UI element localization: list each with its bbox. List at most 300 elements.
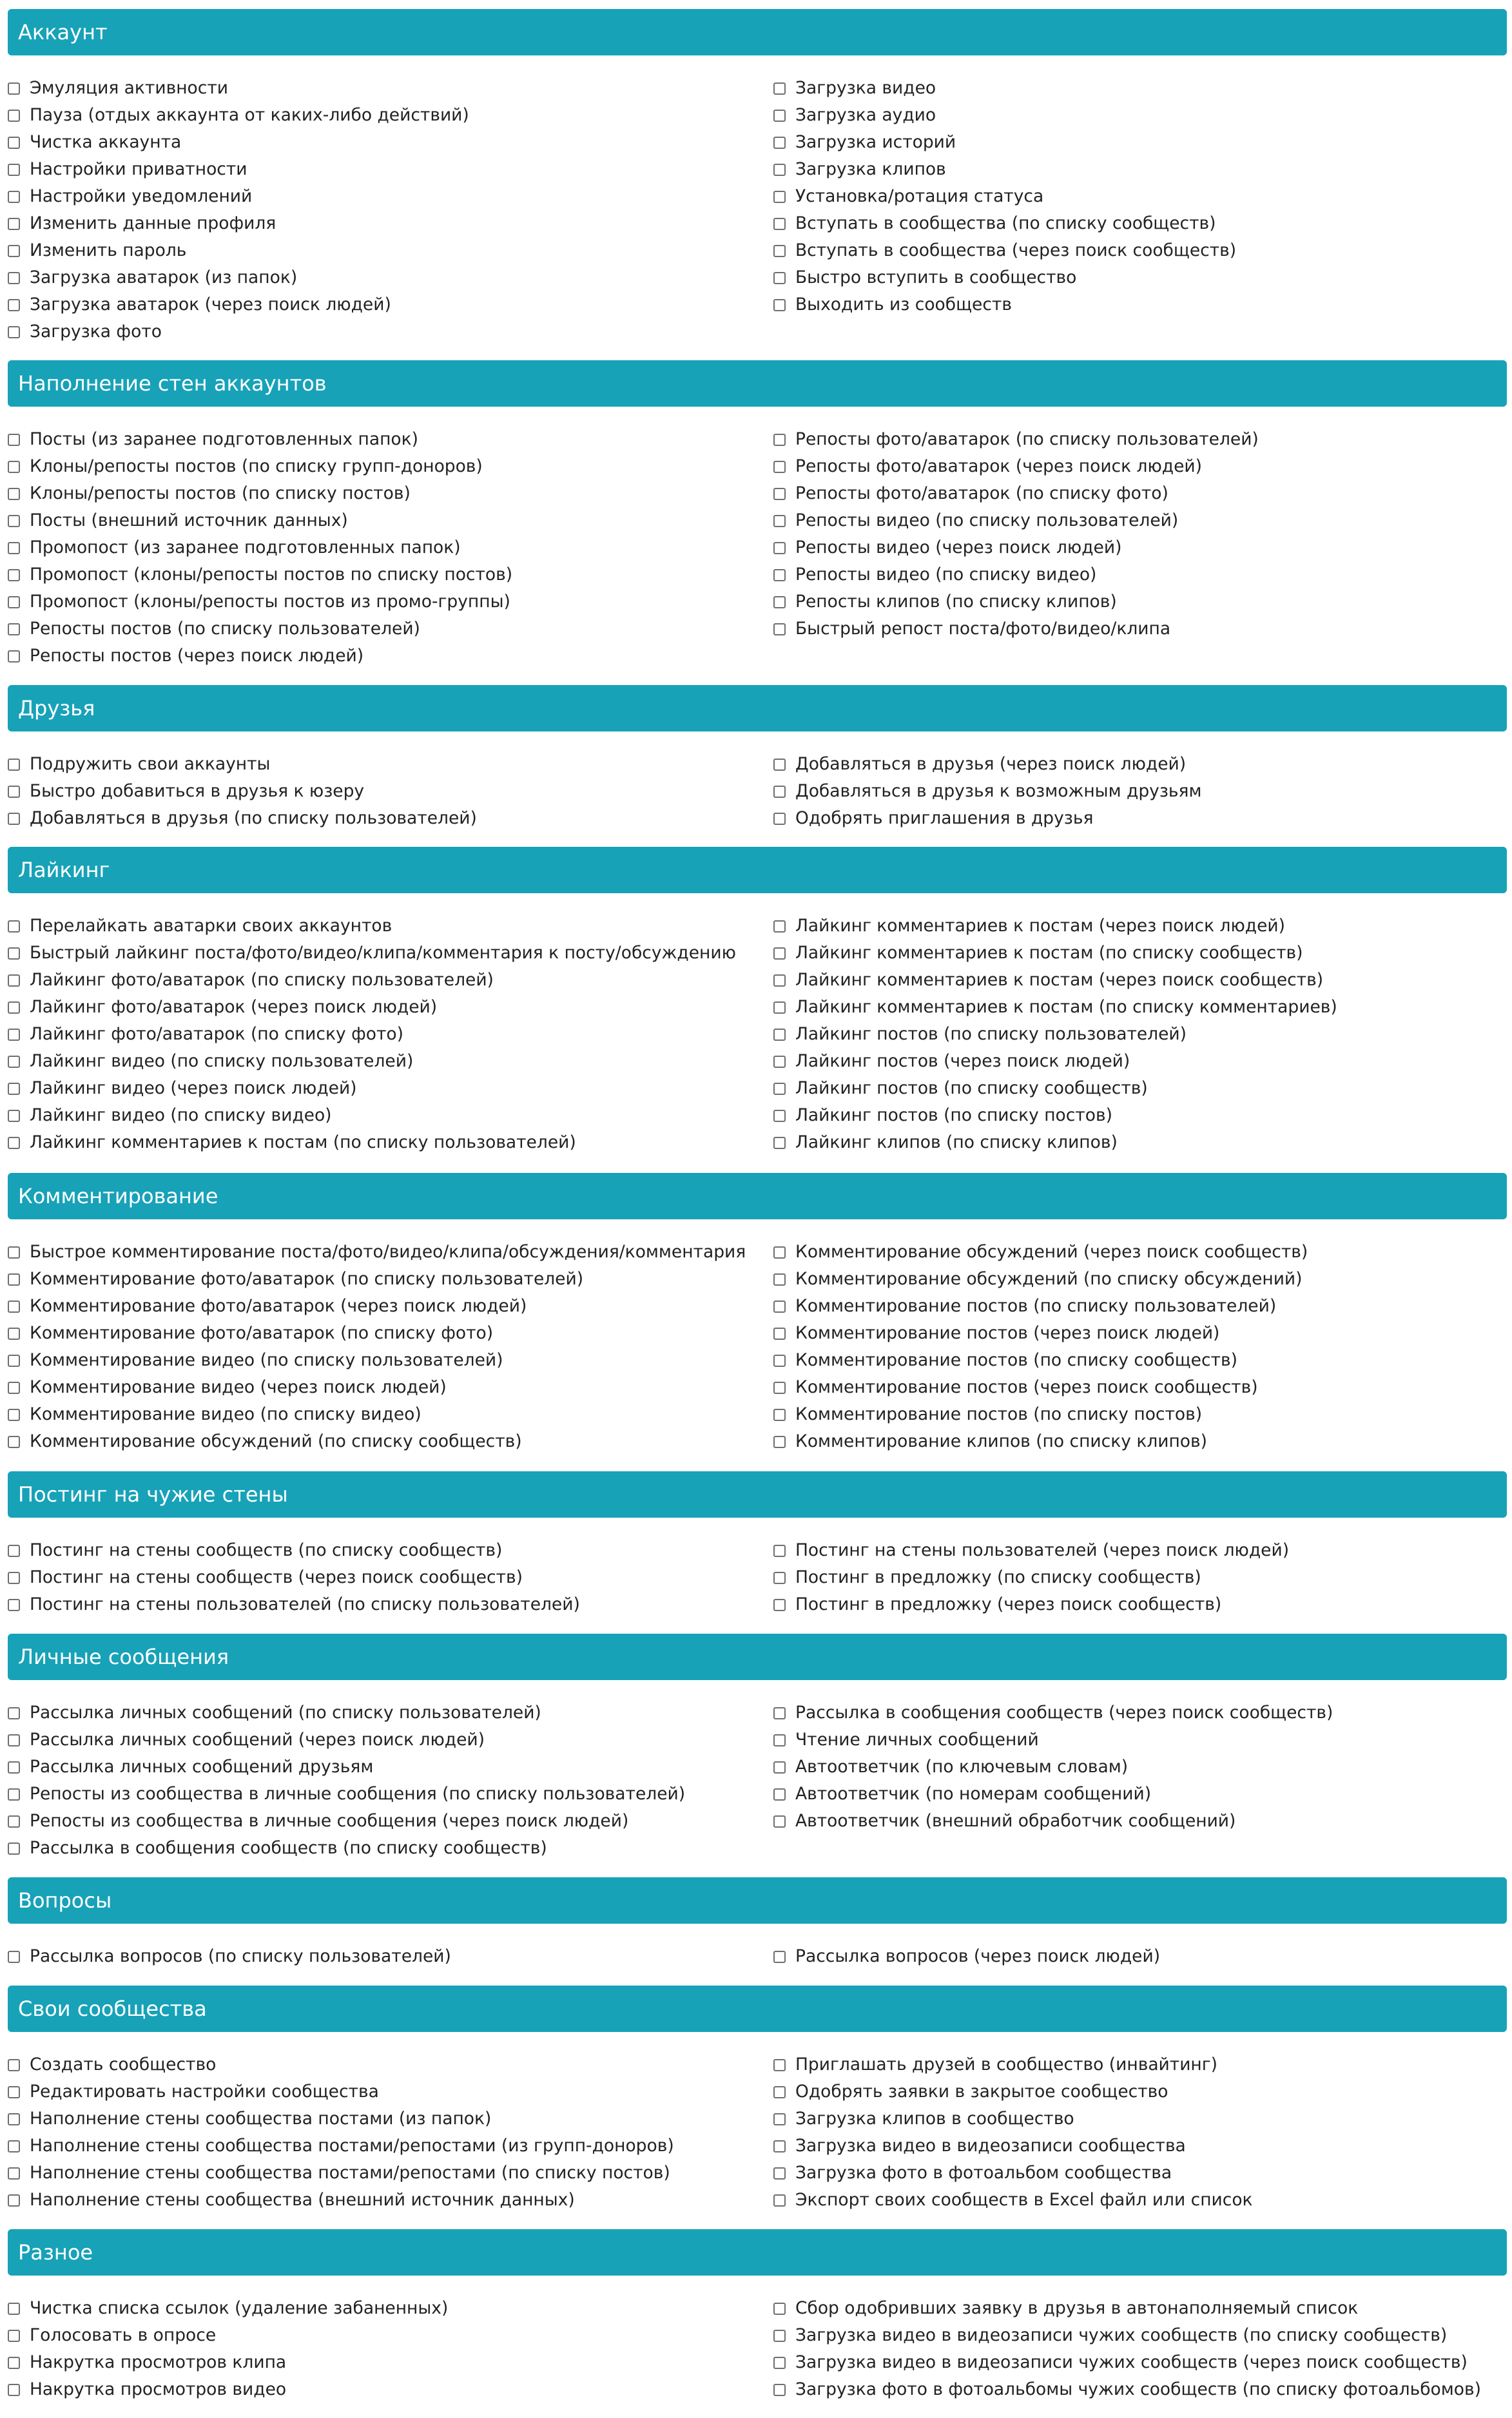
option-label: Чистка аккаунта [30,132,182,152]
option-item[interactable] [8,210,768,237]
option-item[interactable] [8,643,768,670]
option-checkbox[interactable] [8,2384,20,2396]
option-item[interactable] [8,1075,768,1102]
option-item[interactable] [8,1021,768,1048]
option-checkbox[interactable] [8,1734,20,1746]
option-checkbox[interactable] [8,272,20,284]
option-item[interactable] [8,1808,768,1835]
option-label: Репосты клипов (по списку клипов) [795,592,1117,612]
option-item[interactable] [8,2078,768,2105]
option-label: Комментирование фото/аватарок (по списку пользователей) [30,1269,584,1289]
option-item[interactable] [8,2376,768,2403]
option-item[interactable] [8,913,768,940]
option-checkbox[interactable] [8,245,20,257]
option-label: Загрузка клипов в сообщество [795,2109,1074,2129]
option-checkbox[interactable] [8,1355,20,1367]
option-item[interactable] [8,1129,768,1156]
option-label: Выходить из сообществ [795,295,1012,314]
option-label: Приглашать друзей в сообщество (инвайтинг) [795,2055,1218,2075]
option-checkbox[interactable] [8,1951,20,1963]
option-item[interactable] [773,588,1507,615]
option-checkbox[interactable] [8,137,20,149]
option-label: Комментирование видео (по списку пользователей) [30,1350,503,1370]
option-checkbox[interactable] [8,542,20,554]
option-item[interactable] [773,291,1507,318]
option-label: Посты (внешний источник данных) [30,510,348,530]
option-checkbox[interactable] [773,596,786,608]
option-item[interactable] [8,1320,768,1347]
option-item[interactable] [8,2133,768,2160]
option-label: Комментирование видео (через поиск людей) [30,1377,447,1397]
option-item[interactable] [8,1374,768,1401]
option-checkbox[interactable] [773,299,786,311]
option-checkbox[interactable] [773,947,786,960]
option-checkbox[interactable] [773,1273,786,1286]
option-item[interactable] [773,2133,1507,2160]
option-checkbox[interactable] [8,164,20,176]
option-item[interactable] [8,318,768,345]
option-item[interactable] [773,264,1507,291]
option-checkbox[interactable] [8,759,20,771]
option-checkbox[interactable] [773,110,786,122]
option-label: Загрузка аватарок (через поиск людей) [30,295,391,314]
option-checkbox[interactable] [8,2330,20,2342]
option-checkbox[interactable] [8,2086,20,2098]
option-checkbox[interactable] [8,82,20,95]
option-label: Лайкинг фото/аватарок (по списку фото) [30,1024,403,1044]
option-checkbox[interactable] [8,488,20,500]
option-checkbox[interactable] [773,488,786,500]
option-item[interactable] [8,994,768,1021]
option-item[interactable] [8,2105,768,2133]
option-item[interactable] [773,1781,1507,1808]
option-checkbox[interactable] [773,245,786,257]
section-header: Комментирование [8,1173,1507,1219]
option-item[interactable] [8,2051,768,2078]
option-checkbox[interactable] [773,1788,786,1801]
option-item[interactable] [8,1401,768,1428]
option-item[interactable] [773,2322,1507,2349]
option-item[interactable] [773,1347,1507,1374]
option-checkbox[interactable] [8,2167,20,2180]
option-item[interactable] [8,2349,768,2376]
option-item[interactable] [8,1293,768,1320]
option-item[interactable] [8,1835,768,1862]
option-label: Посты (из заранее подготовленных папок) [30,429,418,449]
option-item[interactable] [773,615,1507,643]
option-label: Промопост (из заранее подготовленных папок) [30,537,461,557]
option-checkbox[interactable] [773,2140,786,2152]
option-checkbox[interactable] [773,164,786,176]
option-item[interactable] [8,1266,768,1293]
option-checkbox[interactable] [8,2357,20,2369]
option-item[interactable] [773,1591,1507,1618]
option-item[interactable] [773,2051,1507,2078]
option-checkbox[interactable] [8,434,20,446]
option-checkbox[interactable] [773,1815,786,1828]
option-item[interactable] [773,1075,1507,1102]
option-checkbox[interactable] [8,1056,20,1068]
option-item[interactable] [8,1943,768,1970]
left-options-column [8,1537,768,1618]
section-header: Аккаунт [8,9,1507,55]
option-checkbox[interactable] [8,1545,20,1557]
option-checkbox[interactable] [773,1382,786,1394]
option-checkbox[interactable] [8,623,20,635]
option-item[interactable] [8,129,768,156]
section-10 [8,2229,1507,2399]
option-label: Добавляться в друзья (через поиск людей) [795,754,1187,774]
option-checkbox[interactable] [773,218,786,230]
option-checkbox[interactable] [8,1382,20,1394]
option-checkbox[interactable] [773,137,786,149]
option-item[interactable] [773,129,1507,156]
option-checkbox[interactable] [8,1788,20,1801]
option-checkbox[interactable] [773,813,786,825]
option-checkbox[interactable] [773,920,786,933]
option-item[interactable] [8,426,768,453]
option-checkbox[interactable] [8,1707,20,1719]
option-checkbox[interactable] [8,974,20,987]
option-item[interactable] [8,1699,768,1726]
option-label: Сбор одобривших заявку в друзья в автонаполняемый список [795,2298,1359,2318]
option-checkbox[interactable] [8,1246,20,1259]
option-item[interactable] [773,75,1507,102]
option-item[interactable] [773,453,1507,480]
right-options-column [773,426,1507,643]
option-checkbox[interactable] [773,2303,786,2315]
option-item[interactable] [773,426,1507,453]
option-item[interactable] [8,156,768,183]
option-checkbox[interactable] [773,1545,786,1557]
option-checkbox[interactable] [8,2059,20,2071]
option-item[interactable] [773,913,1507,940]
option-checkbox[interactable] [773,1572,786,1584]
option-checkbox[interactable] [773,2059,786,2071]
option-checkbox[interactable] [773,1328,786,1340]
option-checkbox[interactable] [773,1734,786,1746]
option-label: Лайкинг комментариев к постам (по списку комментариев) [795,997,1337,1017]
option-checkbox[interactable] [773,191,786,203]
option-item[interactable] [8,967,768,994]
option-checkbox[interactable] [773,434,786,446]
option-label: Чистка списка ссылок (удаление забаненных) [30,2298,449,2318]
option-label: Репосты из сообщества в личные сообщения (через поиск людей) [30,1811,629,1831]
option-label: Рассылка вопросов (по списку пользователей) [30,1946,451,1966]
option-item[interactable] [8,1591,768,1618]
option-item[interactable] [773,1048,1507,1075]
option-checkbox[interactable] [773,461,786,473]
option-checkbox[interactable] [773,2086,786,2098]
option-item[interactable] [773,1808,1507,1835]
option-checkbox[interactable] [8,515,20,527]
option-item[interactable] [8,237,768,264]
option-label: Комментирование видео (по списку видео) [30,1404,422,1424]
left-options-column [8,1699,768,1862]
option-checkbox[interactable] [773,1599,786,1611]
option-item[interactable] [773,940,1507,967]
option-item[interactable] [8,534,768,561]
option-item[interactable] [8,453,768,480]
option-label: Загрузка видео в видеозаписи чужих сообществ (по списку сообществ) [795,2325,1448,2345]
option-checkbox[interactable] [8,596,20,608]
option-item[interactable] [773,102,1507,129]
option-item[interactable] [773,994,1507,1021]
right-options-column [773,75,1507,318]
option-checkbox[interactable] [8,1301,20,1313]
option-item[interactable] [773,2376,1507,2403]
option-label: Настройки приватности [30,159,247,179]
option-checkbox[interactable] [773,1029,786,1041]
option-checkbox[interactable] [8,1572,20,1584]
option-item[interactable] [773,1293,1507,1320]
option-item[interactable] [773,1374,1507,1401]
option-item[interactable] [8,561,768,588]
option-label: Лайкинг постов (по списку пользователей) [795,1024,1187,1044]
option-checkbox[interactable] [773,1001,786,1014]
option-item[interactable] [8,2295,768,2322]
option-checkbox[interactable] [773,272,786,284]
option-item[interactable] [773,534,1507,561]
option-item[interactable] [773,2295,1507,2322]
option-checkbox[interactable] [773,2113,786,2125]
option-item[interactable] [773,1320,1507,1347]
option-checkbox[interactable] [773,1409,786,1421]
option-item[interactable] [773,2078,1507,2105]
option-item[interactable] [773,561,1507,588]
option-label: Комментирование обсуждений (по списку обсуждений) [795,1269,1303,1289]
option-checkbox[interactable] [8,1409,20,1421]
option-checkbox[interactable] [8,1001,20,1014]
option-item[interactable] [8,291,768,318]
option-item[interactable] [773,480,1507,507]
option-checkbox[interactable] [773,1355,786,1367]
option-item[interactable] [773,1699,1507,1726]
option-item[interactable] [773,1021,1507,1048]
option-item[interactable] [8,75,768,102]
option-label: Загрузка фото [30,322,162,342]
option-checkbox[interactable] [773,1761,786,1774]
option-label: Рассылка личных сообщений друзьям [30,1757,374,1777]
option-checkbox[interactable] [773,1436,786,1448]
right-options-column [773,1699,1507,1835]
option-item[interactable] [8,2322,768,2349]
option-item[interactable] [773,1129,1507,1156]
option-item[interactable] [8,264,768,291]
option-checkbox[interactable] [8,1761,20,1774]
option-item[interactable] [773,156,1507,183]
option-item[interactable] [8,183,768,210]
option-label: Редактировать настройки сообщества [30,2082,379,2102]
option-item[interactable] [773,2160,1507,2187]
option-item[interactable] [773,805,1507,832]
option-checkbox[interactable] [773,515,786,527]
option-item[interactable] [773,1428,1507,1455]
option-item[interactable] [8,2160,768,2187]
option-checkbox[interactable] [8,1328,20,1340]
option-checkbox[interactable] [773,974,786,987]
option-label: Быстрое комментирование поста/фото/видео/клипа/обсуждения/комментария [30,1242,746,1262]
option-item[interactable] [8,1347,768,1374]
option-checkbox[interactable] [8,2303,20,2315]
option-label: Наполнение стены сообщества постами (из папок) [30,2109,492,2129]
option-item[interactable] [773,751,1507,778]
option-label: Комментирование обсуждений (по списку сообществ) [30,1431,522,1451]
option-checkbox[interactable] [8,1137,20,1149]
option-item[interactable] [8,751,768,778]
section-8 [8,1877,1507,1966]
option-checkbox[interactable] [8,1110,20,1122]
option-item[interactable] [773,1564,1507,1591]
option-item[interactable] [8,1537,768,1564]
section-2 [8,360,1507,666]
section-header: Постинг на чужие стены [8,1471,1507,1518]
option-label: Быстрый лайкинг поста/фото/видео/клипа/комментария к посту/обсуждению [30,943,736,963]
option-item[interactable] [773,1726,1507,1754]
option-label: Промопост (клоны/репосты постов из промо-группы) [30,592,510,612]
option-item[interactable] [773,1401,1507,1428]
option-item[interactable] [8,1781,768,1808]
option-checkbox[interactable] [773,569,786,581]
option-item[interactable] [8,805,768,832]
option-checkbox[interactable] [8,1029,20,1041]
option-checkbox[interactable] [8,1436,20,1448]
option-checkbox[interactable] [773,1083,786,1095]
left-options-column [8,1239,768,1455]
option-label: Экспорт своих сообществ в Excel файл или список [795,2190,1253,2210]
option-label: Одобрять приглашения в друзья [795,808,1094,828]
option-label: Комментирование фото/аватарок (через поиск людей) [30,1296,527,1316]
option-item[interactable] [8,1239,768,1266]
option-checkbox[interactable] [773,1110,786,1122]
option-label: Рассылка личных сообщений (через поиск людей) [30,1730,485,1750]
option-label: Рассылка в сообщения сообществ (по списку сообществ) [30,1838,547,1858]
option-checkbox[interactable] [8,947,20,960]
option-item[interactable] [773,183,1507,210]
right-options-column [773,1239,1507,1455]
option-checkbox[interactable] [773,1301,786,1313]
option-checkbox[interactable] [8,786,20,798]
option-checkbox[interactable] [773,2194,786,2207]
option-item[interactable] [773,507,1507,534]
option-item[interactable] [773,2105,1507,2133]
option-checkbox[interactable] [773,759,786,771]
option-checkbox[interactable] [773,2384,786,2396]
option-label: Лайкинг комментариев к постам (по списку сообществ) [795,943,1303,963]
option-checkbox[interactable] [8,2194,20,2207]
option-item[interactable] [8,588,768,615]
option-checkbox[interactable] [8,1843,20,1855]
option-label: Наполнение стены сообщества (внешний источник данных) [30,2190,575,2210]
option-checkbox[interactable] [773,542,786,554]
section-7 [8,1634,1507,1858]
option-item[interactable] [8,940,768,967]
option-checkbox[interactable] [773,786,786,798]
option-label: Накрутка просмотров клипа [30,2352,287,2372]
option-item[interactable] [773,1943,1507,1970]
option-item[interactable] [8,1048,768,1075]
option-checkbox[interactable] [8,2113,20,2125]
option-checkbox[interactable] [8,1273,20,1286]
option-item[interactable] [8,615,768,643]
option-checkbox[interactable] [8,218,20,230]
option-checkbox[interactable] [773,1246,786,1259]
option-checkbox[interactable] [773,1137,786,1149]
option-checkbox[interactable] [773,2330,786,2342]
option-item[interactable] [773,1102,1507,1129]
option-item[interactable] [773,1537,1507,1564]
option-item[interactable] [773,210,1507,237]
option-checkbox[interactable] [8,1599,20,1611]
option-checkbox[interactable] [8,650,20,663]
option-item[interactable] [773,778,1507,805]
option-label: Комментирование постов (через поиск сообществ) [795,1377,1258,1397]
option-label: Комментирование постов (по списку постов) [795,1404,1203,1424]
option-item[interactable] [773,1239,1507,1266]
option-checkbox[interactable] [8,191,20,203]
option-item[interactable] [773,237,1507,264]
option-label: Постинг на стены пользователей (по списку пользователей) [30,1594,580,1614]
option-checkbox[interactable] [773,623,786,635]
option-label: Пауза (отдых аккаунта от каких-либо действий) [30,105,469,125]
option-item[interactable] [8,778,768,805]
option-checkbox[interactable] [8,1815,20,1828]
section-header: Свои сообщества [8,1986,1507,2032]
option-item[interactable] [8,102,768,129]
option-item[interactable] [8,1564,768,1591]
option-item[interactable] [773,2349,1507,2376]
option-checkbox[interactable] [773,1707,786,1719]
option-label: Репосты фото/аватарок (по списку пользователей) [795,429,1259,449]
option-item[interactable] [773,1266,1507,1293]
option-label: Автоответчик (по номерам сообщений) [795,1784,1152,1804]
option-label: Клоны/репосты постов (по списку постов) [30,483,411,503]
option-checkbox[interactable] [8,1083,20,1095]
option-item[interactable] [8,1726,768,1754]
option-checkbox[interactable] [8,326,20,338]
section-5 [8,1173,1507,1451]
option-item[interactable] [8,1754,768,1781]
option-label: Постинг на стены сообществ (через поиск сообществ) [30,1567,523,1587]
option-checkbox[interactable] [8,299,20,311]
option-item[interactable] [773,967,1507,994]
option-label: Репосты постов (через поиск людей) [30,646,364,666]
option-item[interactable] [8,1102,768,1129]
option-checkbox[interactable] [8,2140,20,2152]
option-checkbox[interactable] [773,82,786,95]
option-item[interactable] [773,1754,1507,1781]
option-label: Репосты из сообщества в личные сообщения (по списку пользователей) [30,1784,686,1804]
option-checkbox[interactable] [773,1056,786,1068]
option-item[interactable] [773,2187,1507,2214]
option-item[interactable] [8,1428,768,1455]
right-options-column [773,2295,1507,2403]
option-checkbox[interactable] [773,2357,786,2369]
option-label: Добавляться в друзья (по списку пользователей) [30,808,477,828]
option-checkbox[interactable] [773,2167,786,2180]
option-item[interactable] [8,507,768,534]
option-item[interactable] [8,2187,768,2214]
option-checkbox[interactable] [8,461,20,473]
option-checkbox[interactable] [8,813,20,825]
option-label: Лайкинг видео (по списку пользователей) [30,1051,414,1071]
option-checkbox[interactable] [8,110,20,122]
option-checkbox[interactable] [773,1951,786,1963]
option-checkbox[interactable] [8,920,20,933]
option-label: Загрузка историй [795,132,956,152]
option-item[interactable] [8,480,768,507]
option-checkbox[interactable] [8,569,20,581]
